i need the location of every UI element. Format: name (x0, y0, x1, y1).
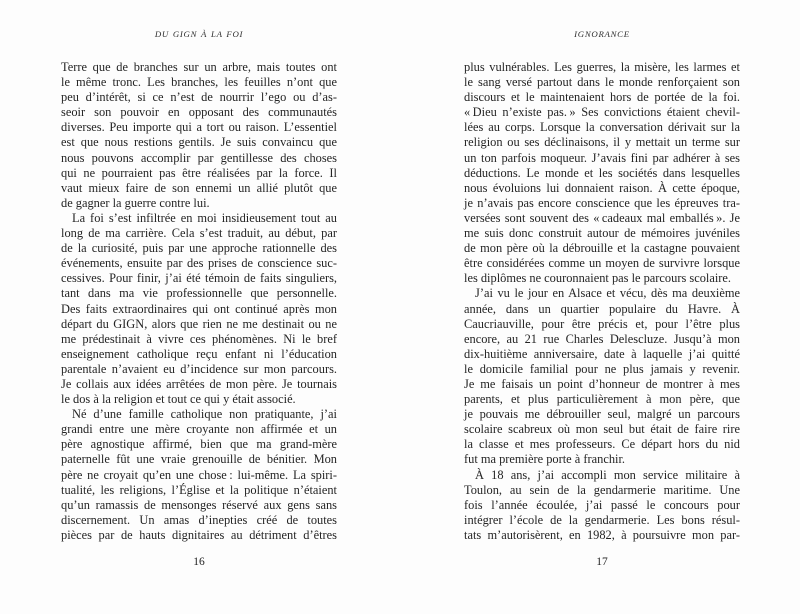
text-line: est que nous restions gentils. Je suis convaincu que (61, 135, 337, 150)
right-page (400, 0, 800, 614)
text-line: père ne croyait qu’en une chose : lui-même. La spiri- (61, 467, 337, 482)
text-line: discours et le maintenaient hors de portée de la foi. (464, 90, 740, 105)
text-line: intégrer l’école de la gendarmerie. Les bons résul- (464, 512, 740, 527)
text-line: dix-huitième anniversaire, date à laquelle j’ai quitté (464, 346, 740, 361)
text-line: nous évoluions lui donnaient raison. À cette époque, (464, 180, 740, 195)
text-line: événements, ensuite par des prises de conscience suc- (61, 256, 337, 271)
text-line: départ du GIGN, alors que rien ne me destinait ou ne (61, 316, 337, 331)
page-number-left: 16 (193, 556, 205, 568)
text-line: seoir son pouvoir en opposant des communautés (61, 105, 337, 120)
page-number-right: 17 (596, 556, 608, 568)
text-line: plus vulnérables. Les guerres, la misère, les larmes et (464, 60, 740, 74)
text-line: Des faits extraordinaires qui ont continué après mon (61, 301, 337, 316)
text-line: année, dans un quartier populaire du Havre. À (464, 301, 740, 316)
text-line: parents, et plus particulièrement à mon père, que (464, 392, 740, 407)
text-line: pièces par de hauts dignitaires au détriment d’êtres (61, 527, 337, 542)
text-line: le dos à la religion et tout ce qui y était associé. (61, 392, 296, 407)
text-line: Caucriauville, pour être précis et, pour l’être plus (464, 316, 740, 331)
running-header-left: DU GIGN À LA FOI (154, 29, 244, 39)
body-text-left (61, 60, 337, 543)
text-line: de mon père où la débrouille et la castagne pouvaient (464, 241, 740, 256)
text-line: scolaire scabreux où mon seul but était de faire rire (464, 422, 740, 437)
text-line: fois l’année écoulée, j’ai passé le concours pour (464, 497, 740, 512)
text-line: discernement. Un amas d’inepties créé de toutes (61, 512, 337, 527)
body-text-right (464, 60, 740, 543)
text-line: Je collais aux idées arrêtées de mon père. Je tournais (61, 376, 337, 391)
text-line: encore, au 21 rue Charles Delescluze. Jusqu’à mon (464, 331, 740, 346)
text-line: fut ma première porte à franchir. (464, 452, 625, 467)
text-line: enseignement catholique reçu enfant ni l’éducation (61, 346, 337, 361)
text-line: long de ma carrière. Cela s’est traduit, au début, par (61, 226, 337, 241)
text-line: le même tronc. Les branches, les feuilles n’ont que (61, 75, 337, 90)
text-line: de gagner la guerre contre lui. (61, 195, 210, 210)
text-line: « Dieu n’existe pas. » Ses convictions étaient chevil- (464, 105, 740, 120)
text-line: diverses. Peu importe qui a tort ou raison. L’essentiel (61, 120, 337, 135)
text-line: qui ne pourraient pas être réalisées par la force. Il (61, 165, 337, 180)
text-line: de la curiosité, puis par une approche rationnelle des (61, 241, 337, 256)
text-line: les diplômes ne couronnaient pas le parcours scolaire. (464, 271, 731, 286)
text-line: lées au corps. Lorsque la conversation dérivait sur la (464, 120, 740, 135)
text-line: À 18 ans, j’ai accompli mon service militaire à (475, 467, 740, 482)
text-line: Je me faisais un point d’honneur de montrer à mes (464, 376, 740, 391)
text-line: religion ou ses déclinaisons, il y mettait un terme sur (464, 135, 740, 150)
text-line: peu d’intérêt, si ce n’est de nourrir l’ego ou d’as- (61, 90, 337, 105)
text-line: je pouvais me débrouiller seul, malgré un parcours (464, 407, 740, 422)
text-line: tant dans ma vie professionnelle que personnelle. (61, 286, 337, 301)
text-line: grandi entre une mère croyante non affirmée et un (61, 422, 337, 437)
text-line: cessives. Pour finir, j’ai été témoin de faits singuliers, (61, 271, 337, 286)
text-line: paternelle fût une vraie grenouille de bénitier. Mon (61, 452, 337, 467)
text-line: me prédestinait à vivre ces phénomènes. Ni le bref (61, 331, 337, 346)
text-line: tats m’autorisèrent, en 1982, à poursuivre mon par- (464, 527, 740, 542)
text-line: vaut mieux faire de son ennemi un allié plutôt que (61, 180, 337, 195)
text-line: la classe et mes professeurs. Ce départ hors du nid (464, 437, 740, 452)
text-line: être considérées comme un moyen de survivre lorsque (464, 256, 740, 271)
text-line: je n’avais pas encore conscience que les épreuves tra- (464, 195, 740, 210)
text-line: le sang versé partout dans le monde renforçaient son (464, 75, 740, 90)
text-line: le domicile familial pour ne plus jamais y revenir. (464, 361, 740, 376)
text-line: tualité, les religions, l’Église et la politique n’étaient (61, 482, 337, 497)
text-line: un ton parfois moqueur. J’avais fini par adhérer à ses (464, 150, 740, 165)
text-line: La foi s’est infiltrée en moi insidieusement tout au (72, 210, 337, 225)
text-line: Toulon, au sein de la gendarmerie maritime. Une (464, 482, 740, 497)
text-line: nous pouvons accomplir par gentillesse des choses (61, 150, 337, 165)
text-line: parentale n’avaient eu d’incidence sur mon parcours. (61, 361, 337, 376)
text-line: déductions. Le monde et les sociétés dans lesquelles (464, 165, 740, 180)
text-line: Terre que de branches sur un arbre, mais toutes ont (61, 60, 337, 74)
text-line: J’ai vu le jour en Alsace et vécu, dès ma deuxième (475, 286, 740, 301)
text-line: père agnostique affirmé, bien que ma grand-mère (61, 437, 337, 452)
text-line: Né d’une famille catholique non pratiquante, j’ai (72, 407, 337, 422)
running-header-right: IGNORANCE (574, 29, 630, 39)
text-line: me suis donc construit autour de mémoires juvéniles (464, 226, 740, 241)
text-line: versées sont souvent des « cadeaux mal emballés ». Je (464, 210, 740, 225)
text-line: qu’un ramassis de mensonges réservé aux gens sans (61, 497, 337, 512)
